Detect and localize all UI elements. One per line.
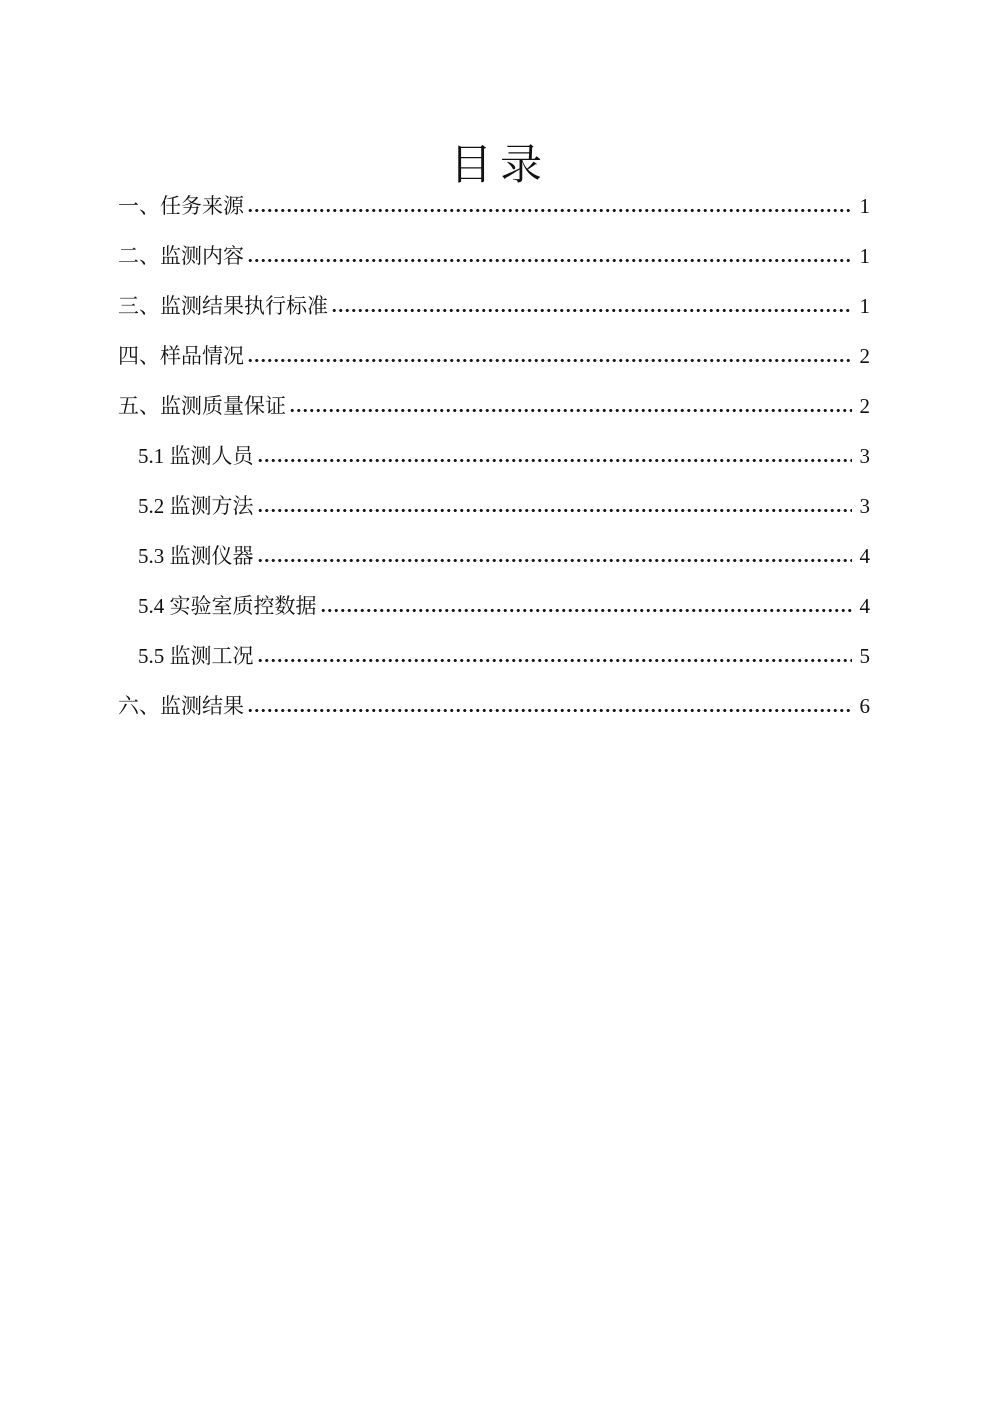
dotted-leader [247, 208, 852, 213]
toc-entry-label: 二、监测内容 [118, 244, 244, 268]
toc-entry[interactable] [0, 280, 992, 330]
toc-entry-label: 5.1 监测人员 [138, 444, 254, 468]
dotted-leader [247, 708, 852, 713]
toc-entry-label: 一、任务来源 [118, 194, 244, 218]
toc-entry-page-number: 1 [859, 294, 870, 318]
toc-entry[interactable] [0, 530, 992, 580]
dotted-leader [320, 608, 853, 613]
toc-entry[interactable] [0, 330, 992, 380]
toc-entry[interactable] [0, 630, 992, 680]
toc-entry[interactable] [0, 680, 992, 730]
toc-entry-label: 四、样品情况 [118, 344, 244, 368]
toc-entry-label: 5.3 监测仪器 [138, 544, 254, 568]
toc-entry-page-number: 2 [859, 394, 870, 418]
toc-entry[interactable] [0, 230, 992, 280]
toc-entry-label: 五、监测质量保证 [118, 394, 286, 418]
toc-entry-page-number: 1 [859, 194, 870, 218]
dotted-leader [247, 358, 852, 363]
toc-entry-label: 5.5 监测工况 [138, 644, 254, 668]
toc-entry[interactable] [0, 180, 992, 230]
dotted-leader [257, 508, 853, 513]
toc-entry-label: 三、监测结果执行标准 [118, 294, 328, 318]
dotted-leader [257, 658, 853, 663]
toc-entry-page-number: 3 [859, 444, 870, 468]
dotted-leader [289, 408, 852, 413]
toc-entry-label: 六、监测结果 [118, 694, 244, 718]
dotted-leader [257, 458, 853, 463]
toc-list [0, 180, 992, 730]
toc-entry-label: 5.4 实验室质控数据 [138, 594, 317, 618]
toc-entry-page-number: 6 [859, 694, 870, 718]
toc-entry[interactable] [0, 430, 992, 480]
toc-entry-page-number: 1 [859, 244, 870, 268]
toc-entry[interactable] [0, 480, 992, 530]
toc-entry-page-number: 5 [859, 644, 870, 668]
toc-entry-page-number: 4 [859, 544, 870, 568]
toc-entry-page-number: 2 [859, 344, 870, 368]
toc-title: 目录 [449, 143, 550, 190]
toc-entry-label: 5.2 监测方法 [138, 494, 254, 518]
toc-entry[interactable] [0, 380, 992, 430]
toc-entry[interactable] [0, 580, 992, 630]
dotted-leader [247, 258, 852, 263]
dotted-leader [257, 558, 853, 563]
toc-entry-page-number: 4 [859, 594, 870, 618]
dotted-leader [331, 308, 852, 313]
toc-entry-page-number: 3 [859, 494, 870, 518]
